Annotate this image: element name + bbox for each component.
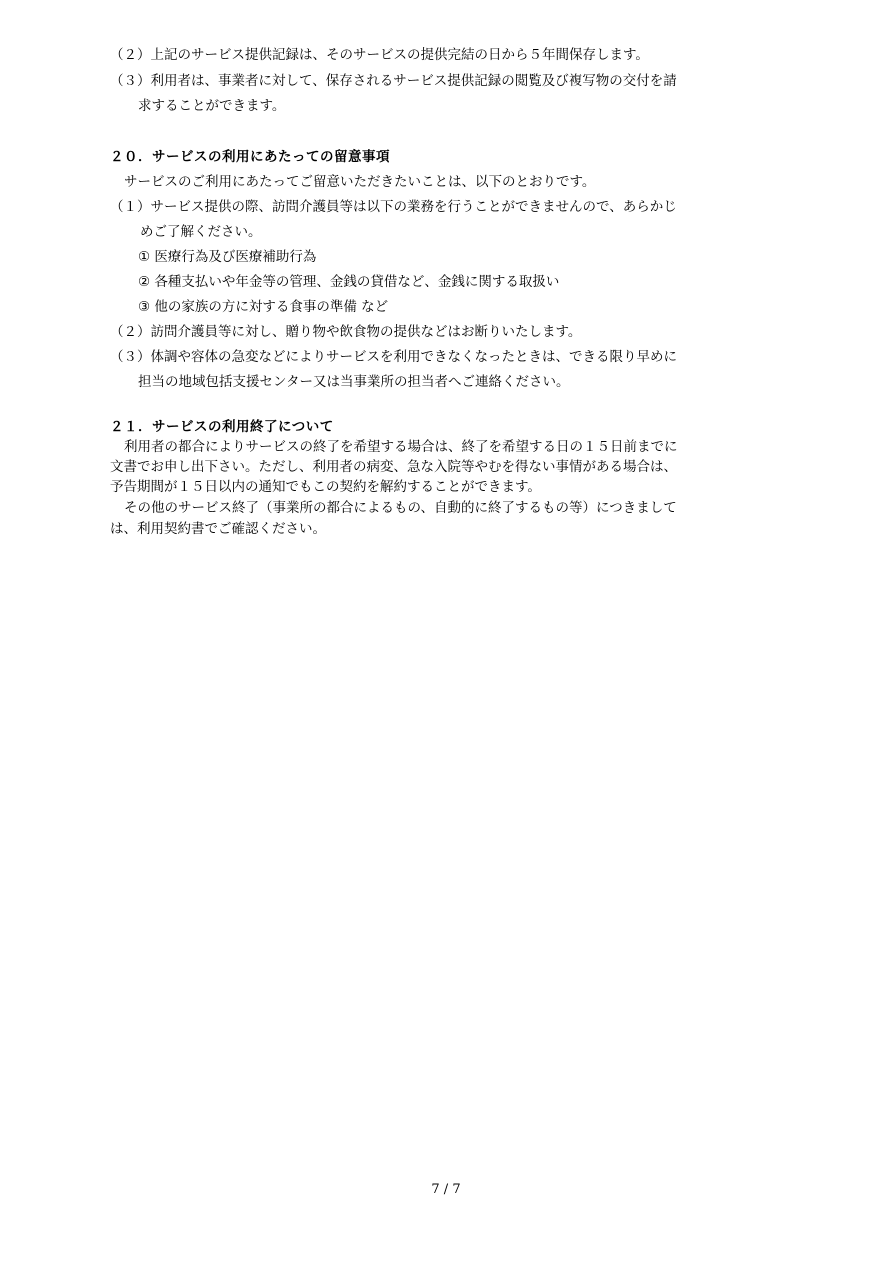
- section-20-subitem-1: ① 医療行為及び医療補助行為: [138, 249, 317, 265]
- section-20-item-1-line1: （１）サービス提供の際、訪問介護員等は以下の業務を行うことができませんので、あらかじ: [110, 199, 677, 215]
- record-access-item-3-line1: （３）利用者は、事業者に対して、保存されるサービス提供記録の閲覧及び複写物の交付を請: [110, 73, 677, 89]
- section-21-paragraph-1-line2: 文書でお申し出下さい。ただし、利用者の病変、急な入院等やむを得ない事情がある場合は、: [110, 459, 677, 475]
- section-20-heading: ２０．サービスの利用にあたっての留意事項: [110, 149, 390, 165]
- page-number: 7 / 7: [431, 1182, 461, 1197]
- section-21-paragraph-1-line3: 予告期間が１５日以内の通知でもこの契約を解約することができます。: [110, 479, 541, 495]
- record-access-item-3-line2: 求することができます。: [138, 98, 286, 114]
- section-20-intro: サービスのご利用にあたってご留意いただきたいことは、以下のとおりです。: [124, 174, 596, 190]
- section-21-paragraph-2-line1: その他のサービス終了（事業所の都合によるもの、自動的に終了するもの等）につきまして: [124, 500, 677, 516]
- record-retention-item-2: （２）上記のサービス提供記録は、そのサービスの提供完結の日から５年間保存します。: [110, 47, 649, 63]
- section-20-subitem-3: ③ 他の家族の方に対する食事の準備 など: [138, 299, 389, 315]
- section-21-heading: ２１．サービスの利用終了について: [110, 419, 334, 435]
- section-21-paragraph-2-line2: は、利用契約書でご確認ください。: [110, 521, 326, 537]
- section-20-item-3-line2: 担当の地域包括支援センター又は当事業所の担当者へご連絡ください。: [138, 374, 570, 390]
- section-20-subitem-2: ② 各種支払いや年金等の管理、金銭の貸借など、金銭に関する取扱い: [138, 274, 560, 290]
- section-21-paragraph-1-line1: 利用者の都合によりサービスの終了を希望する場合は、終了を希望する日の１５日前までに: [124, 439, 678, 455]
- section-20-item-3-line1: （３）体調や容体の急変などによりサービスを利用できなくなったときは、できる限り早めに: [110, 349, 677, 365]
- section-20-item-2: （２）訪問介護員等に対し、贈り物や飲食物の提供などはお断りいたします。: [110, 324, 582, 340]
- section-20-item-1-line2: めご了解ください。: [140, 224, 262, 240]
